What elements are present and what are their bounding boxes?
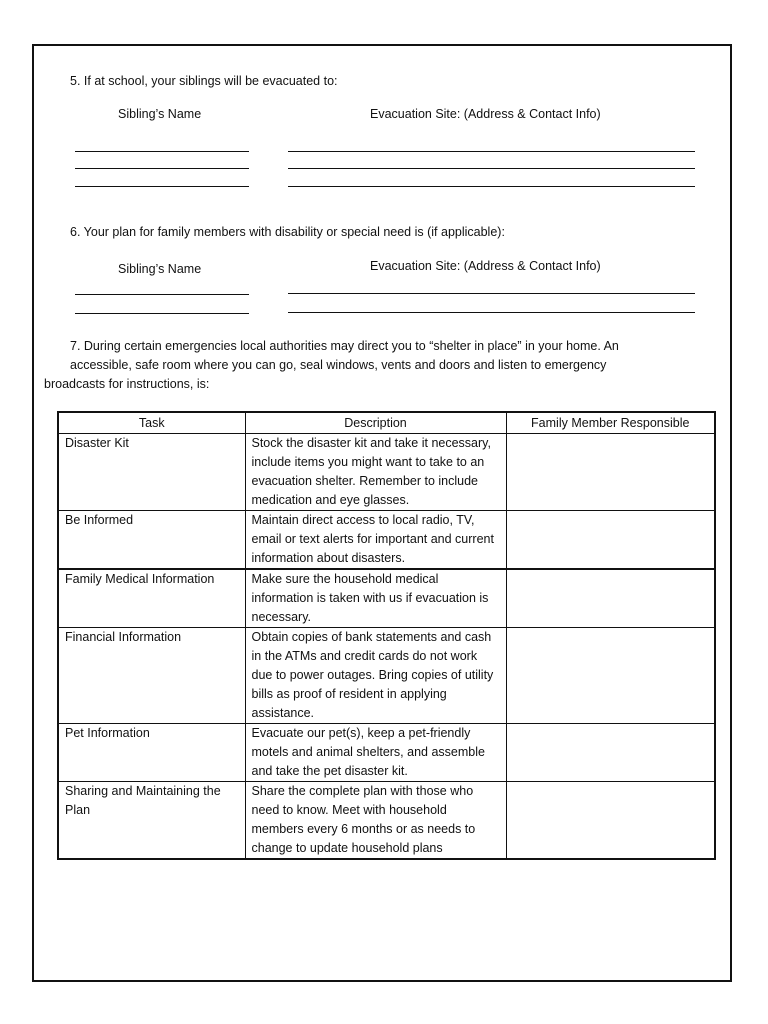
table-row [58, 569, 715, 628]
question-7-line-2: accessible, safe room where you can go, seal windows, vents and doors and listen to emergency [70, 358, 607, 372]
table-row [58, 434, 715, 511]
description-cell: Stock the disaster kit and take it necessary, include items you might want to take to an evacuation shelter. Remember to include medication and eye glasses. [245, 434, 506, 511]
q5-evacuation-site-header: Evacuation Site: (Address & Contact Info) [370, 107, 601, 121]
table-row [58, 511, 715, 570]
q5-site-blank-1[interactable] [288, 151, 695, 152]
q6-evacuation-site-header: Evacuation Site: (Address & Contact Info) [370, 259, 601, 273]
responsible-cell[interactable] [506, 782, 715, 860]
q6-name-blank-2[interactable] [75, 313, 249, 314]
table-row [58, 782, 715, 860]
q5-site-blank-3[interactable] [288, 186, 695, 187]
q5-name-blank-1[interactable] [75, 151, 249, 152]
q6-sibling-name-header: Sibling’s Name [118, 262, 202, 276]
q5-site-blank-2[interactable] [288, 168, 695, 169]
description-cell: Evacuate our pet(s), keep a pet-friendly motels and animal shelters, and assemble and take the pet disaster kit. [245, 724, 506, 782]
q6-name-blank-1[interactable] [75, 294, 249, 295]
responsible-cell[interactable] [506, 628, 715, 724]
question-6: 6. Your plan for family members with disability or special need is (if applicable): [70, 225, 505, 239]
question-5: 5. If at school, your siblings will be evacuated to: [70, 74, 338, 88]
task-table [57, 411, 716, 860]
q6-site-blank-1[interactable] [288, 293, 695, 294]
responsible-cell[interactable] [506, 511, 715, 570]
task-cell: Pet Information [58, 724, 245, 782]
description-cell: Make sure the household medical information is taken with us if evacuation is necessary. [245, 569, 506, 628]
table-header-row [58, 412, 715, 434]
question-7-line-3: broadcasts for instructions, is: [44, 377, 210, 391]
q5-name-blank-3[interactable] [75, 186, 249, 187]
responsible-cell[interactable] [506, 569, 715, 628]
description-cell: Maintain direct access to local radio, TV, email or text alerts for important and current information about disasters. [245, 511, 506, 570]
task-cell: Be Informed [58, 511, 245, 570]
task-cell: Disaster Kit [58, 434, 245, 511]
header-description: Description [245, 412, 506, 434]
q5-sibling-name-header: Sibling’s Name [118, 107, 202, 121]
description-cell: Share the complete plan with those who need to know. Meet with household members every 6 months or as needs to change to update household plans [245, 782, 506, 860]
task-cell: Financial Information [58, 628, 245, 724]
q6-site-blank-2[interactable] [288, 312, 695, 313]
task-cell: Sharing and Maintaining the Plan [58, 782, 245, 860]
description-cell: Obtain copies of bank statements and cash in the ATMs and credit cards do not work due to power outages. Bring copies of utility bills as proof of resident in applying assistance. [245, 628, 506, 724]
header-family-member-responsible: Family Member Responsible [506, 412, 715, 434]
header-task: Task [58, 412, 245, 434]
table-row [58, 724, 715, 782]
responsible-cell[interactable] [506, 724, 715, 782]
table-row [58, 628, 715, 724]
task-cell: Family Medical Information [58, 569, 245, 628]
q5-name-blank-2[interactable] [75, 168, 249, 169]
question-7-line-1: 7. During certain emergencies local authorities may direct you to “shelter in place” in your home. An [70, 339, 619, 353]
responsible-cell[interactable] [506, 434, 715, 511]
